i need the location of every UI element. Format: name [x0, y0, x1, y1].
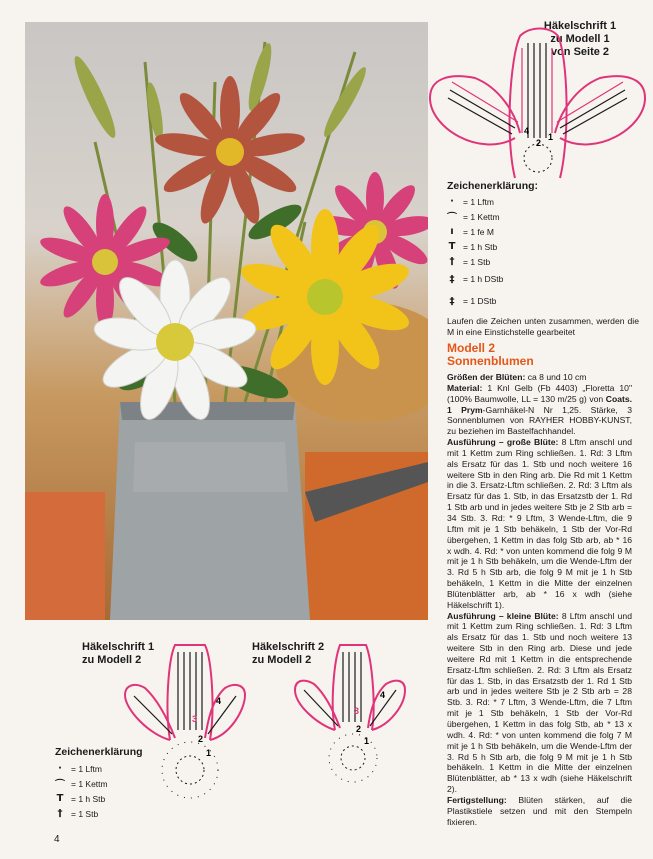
- double-crochet-icon: †: [57, 808, 63, 819]
- diagram3-title-line2: zu Modell 2: [252, 654, 312, 666]
- modell2-instructions: [447, 372, 632, 827]
- chart1-number-4: 4: [524, 126, 530, 136]
- chain-stitch-icon: ·: [58, 763, 62, 774]
- label-klein: Ausführung – kleine Blüte:: [447, 610, 559, 621]
- treble-crochet-icon: ‡: [449, 295, 455, 307]
- chart1-number-2: 2: [536, 138, 542, 148]
- modell2-title-line2: Sonnenblumen: [447, 354, 534, 368]
- label-groesse: Größen der Blüten:: [447, 372, 526, 382]
- text-groesse: ca 8 und 10 cm: [525, 372, 587, 382]
- flower-bouquet-photo: [25, 22, 428, 620]
- chart2-number-2: 2: [198, 734, 204, 744]
- legend-1: [447, 180, 647, 338]
- modell2-title-line1: Modell 2: [447, 341, 496, 355]
- para-material: [447, 383, 632, 437]
- slip-stitch-icon: ⌒: [55, 780, 65, 791]
- label-coats: Coats. 1 Prym: [447, 393, 632, 415]
- label-gross: Ausführung – große Blüte:: [447, 437, 559, 448]
- legend1-row-kettm: [447, 209, 647, 224]
- diagram2-title-line1: Häkelschrift 1: [82, 641, 155, 653]
- legend1-row-hdstb: [447, 269, 647, 289]
- legend1-label: = 1 fe M: [463, 226, 494, 237]
- crochet-chart-1: [420, 18, 650, 183]
- legend1-title: Zeichenerklärung:: [447, 180, 539, 192]
- para-gross: [447, 437, 632, 611]
- legend2-row-stb: [55, 806, 175, 821]
- chain-stitch-icon: ·: [450, 196, 454, 207]
- text-material: 1 Knl Gelb (Fb 4403) „Floretta 10" (100% Baumwolle, LL = 130 m/25 g) von: [447, 382, 632, 404]
- legend2-title: Zeichenerklärung: [55, 746, 143, 758]
- half-double-crochet-icon: T: [448, 241, 456, 252]
- text-gross: 8 Lftm anschl und mit 1 Kettm zum Ring schließen. 1. Rd: 3 Lftm als Ersatz für das 1. Stb und noch weitere 16 weitere Stb in den Ring arb. Die Rd mit 1 Kettm in die 3. Ersatz-Lftm schließen. 2. Rd: 3 Lftm als Ersatz für das 1. Stb, in das Ersatzstb der 1. Rd 1 Stb arb und in jedes weitere Stb je 2 Stb arb = 34 Stb. 3. Rd: * 9 Lftm, 3 Wende-Lftm, die 9 Lftm mit je 1 Stb behäkeln, 1 Stb der Vor-Rd übergehen, 1 Kettm in das folg Stb arb, ab * 16 x wdh. 4. Rd: * von unten kommend die folg 9 M mit je 1 h Stb behäkeln, um die Wende-Lftm der 3. Rd 5 h Stb arb, die folg 9 M mit je 1 h Stb behäkeln, 1 Kettm in die Mitte der einzelnen Blütenblätter arb, ab * 16 x wdh (siehe Häkelschrift 1).: [447, 437, 632, 610]
- legend1-row-stb: [447, 254, 647, 269]
- chart3-number-3: 3: [354, 706, 360, 716]
- diagram1-title-line3: von Seite 2: [550, 46, 610, 58]
- legend1-label: = 1 DStb: [463, 296, 497, 306]
- double-crochet-icon: †: [449, 256, 455, 267]
- crochet-chart-3: [290, 630, 410, 795]
- para-groesse: [447, 372, 632, 383]
- diagram3-title-line1: Häkelschrift 2: [252, 641, 325, 653]
- legend1-row-hstb: [447, 239, 647, 254]
- legend2-label: = 1 Stb: [71, 808, 99, 819]
- bouquet-illustration: [25, 22, 428, 620]
- chart2-number-3: 3: [192, 714, 198, 724]
- text-klein: 8 Lftm anschl und mit 1 Kettm zum Ring schließen. 1. Rd: 3 Lftm als Ersatz für das 1. Stb und noch weitere 13 weitere Stb in den Ring arb. Diese und jede weitere Rd mit 1 Kettm in die entsprechende Ersatz-Lftm schließen. 2. Rd: 3 Lftm als Ersatz für das 1. Stb, in das Ersatzstb der 1. Rd 1 Stb arb und in jedes weitere Stb je 2 Stb arb = 28 Stb. 3. Rd: * 7 Lftm, 3 Wende-Lftm, die 7 Lftm mit je 1 Stb behäkeln, 1 Stb der Vor-Rd übergehen, 1 Kettm in das folg Stb, ab * 13 x wdh. 4. Rd: * von unten kommend die folg 7 M mit je 1 h Stb behäkeln, um die Wende-Lftm der 3. Rd 5 h Stb arb, die folg 9 M mit je 1 h Stb behäkeln. 1 Kettm in die Mitte der einzelnen Blütenblätter, ab * 13 x wdh (siehe Häkelschrift 2).: [447, 610, 632, 795]
- para-klein: [447, 611, 632, 795]
- single-crochet-icon: ı: [450, 226, 454, 237]
- modell2-title: [447, 342, 534, 368]
- chart3-number-4: 4: [380, 690, 386, 700]
- legend1-row-lftm: [447, 194, 647, 209]
- legend1-label: = 1 Stb: [463, 256, 491, 267]
- slip-stitch-icon: ⌒: [447, 213, 457, 224]
- legend1-label: = 1 h Stb: [463, 241, 498, 252]
- legend1-label: = 1 Kettm: [463, 211, 500, 222]
- text-coats: -Garnhäkel-N Nr 1,25. Stärke, 3 Sonnenblumen von RAYHER HOBBY-KUNST, zu beziehen im Bastelfachhandel.: [447, 404, 632, 437]
- legend1-label: = 1 Lftm: [463, 196, 494, 207]
- legend-2: [55, 746, 175, 821]
- chart3-number-2: 2: [356, 724, 362, 734]
- text-fertig: Blüten stärken, auf die Plastikstiele setzen und mit den Stempeln fixieren.: [447, 794, 632, 827]
- label-material: Material:: [447, 382, 483, 393]
- legend2-row-hstb: [55, 791, 175, 806]
- page-number: 4: [54, 834, 60, 845]
- diagram1-title-line2: zu Modell 1: [550, 33, 610, 45]
- chart1-number-1: 1: [548, 132, 554, 142]
- diagram2-title-line2: zu Modell 2: [82, 654, 142, 666]
- legend2-row-lftm: [55, 761, 175, 776]
- chart3-number-1: 1: [364, 736, 370, 746]
- diagram1-title-line1: Häkelschrift 1: [543, 20, 617, 32]
- legend1-label: = 1 h DStb: [463, 274, 504, 284]
- chart2-number-4: 4: [216, 696, 222, 706]
- legend2-row-kettm: [55, 776, 175, 791]
- label-fertig: Fertigstellung:: [447, 794, 507, 805]
- half-double-crochet-icon: T: [56, 793, 64, 804]
- legend2-label: = 1 Lftm: [71, 763, 102, 774]
- para-fertig: [447, 795, 632, 828]
- legend2-label: = 1 Kettm: [71, 778, 108, 789]
- legend1-row-fem: [447, 224, 647, 239]
- half-treble-crochet-icon: ‡: [449, 273, 455, 285]
- legend1-row-dstb: [447, 289, 647, 313]
- chart2-number-1: 1: [206, 748, 212, 758]
- legend2-label: = 1 h Stb: [71, 793, 106, 804]
- legend1-note: Laufen die Zeichen unten zusammen, werden die M in eine Einstichstelle gearbeitet: [447, 316, 639, 337]
